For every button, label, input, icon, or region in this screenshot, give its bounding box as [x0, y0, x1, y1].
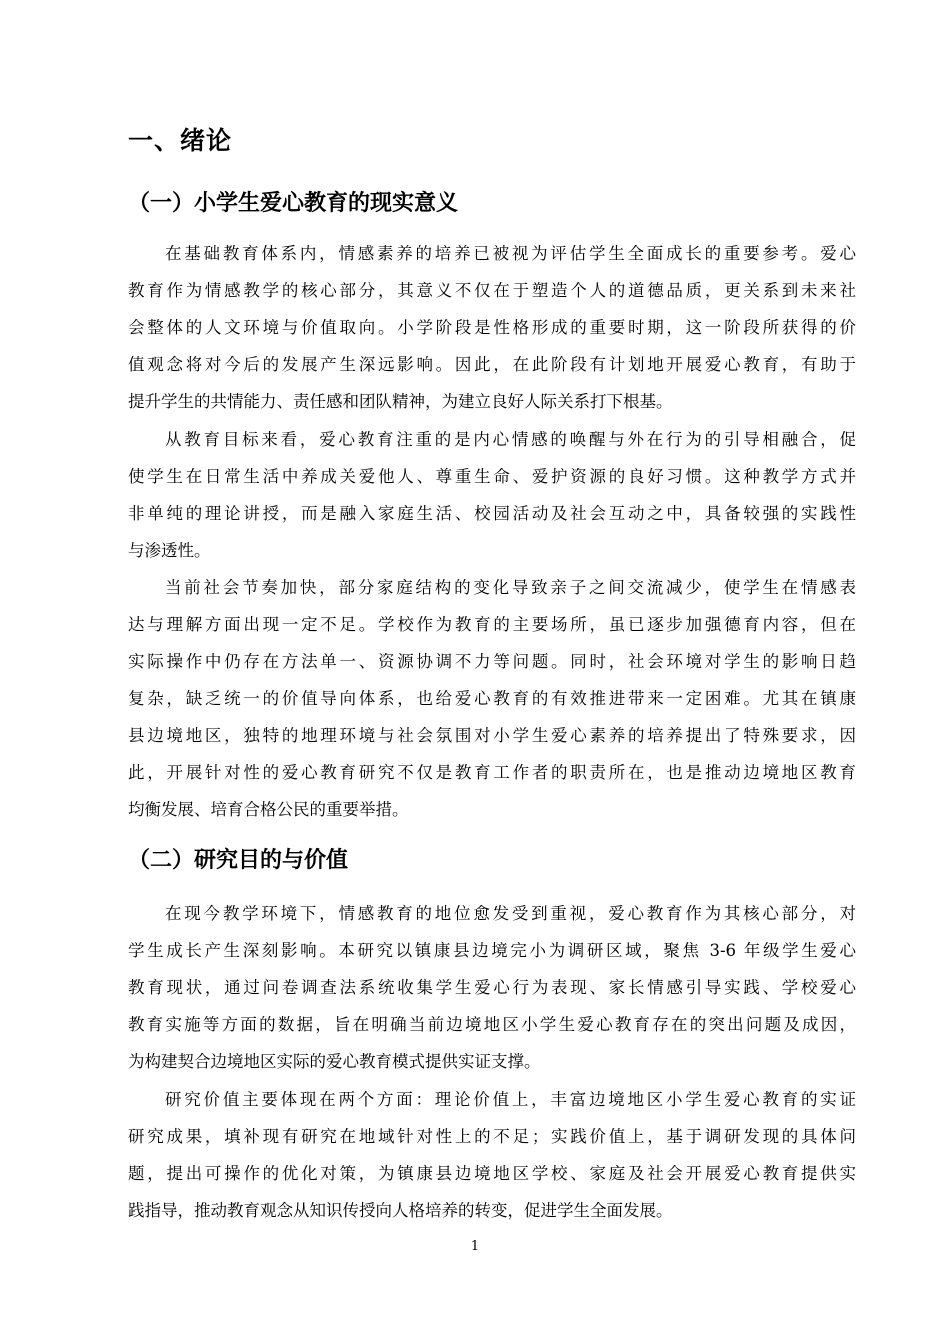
text-line: 非单纯的理论讲授，而是融入家庭生活、校园活动及社会互动之中，具备较强的实践性 — [128, 504, 856, 523]
text-line: 使学生在日常生活中养成关爱他人、尊重生命、爱护资源的良好习惯。这种教学方式并 — [128, 467, 856, 486]
text-line: 教育现状，通过问卷调查法系统收集学生爱心行为表现、家长情感引导实践、学校爱心 — [128, 978, 856, 997]
text-line: 值观念将对今后的发展产生深远影响。因此，在此阶段有计划地开展爱心教育，有助于 — [128, 355, 856, 374]
text-line: 当前社会节奏加快，部分家庭结构的变化导致亲子之间交流减少，使学生在情感表 — [165, 578, 856, 597]
text-line: 与渗透性。 — [128, 541, 211, 560]
text-line: 题，提出可操作的优化对策，为镇康县边境地区学校、家庭及社会开展爱心教育提供实 — [128, 1164, 856, 1183]
text-line: 提升学生的共情能力、责任感和团队精神，为建立良好人际关系打下根基。 — [128, 392, 673, 411]
paragraph — [128, 569, 856, 828]
text-line: 教育实施等方面的数据，旨在明确当前边境地区小学生爱心教育存在的突出问题及成因， — [128, 1015, 856, 1034]
section-title-2: （二）研究目的与价值 — [128, 848, 349, 873]
text-line: 在基础教育体系内，情感素养的培养已被视为评估学生全面成长的重要参考。爱心 — [165, 244, 856, 263]
text-line: 此，开展针对性的爱心教育研究不仅是教育工作者的职责所在，也是推动边境地区教育 — [128, 763, 856, 782]
paragraph — [128, 235, 856, 420]
text-line: 学生成长产生深刻影响。本研究以镇康县边境完小为调研区域，聚焦 3-6 年级学生爱心 — [128, 941, 856, 960]
text-line: 实际操作中仍存在方法单一、资源协调不力等问题。同时，社会环境对学生的影响日趋 — [128, 652, 856, 671]
text-line: 为构建契合边境地区实际的爱心教育模式提供实证支撑。 — [128, 1052, 541, 1071]
text-line: 在现今教学环境下，情感教育的地位愈发受到重视，爱心教育作为其核心部分，对 — [165, 904, 856, 923]
paragraph — [128, 421, 856, 569]
page-number: 1 — [470, 1239, 480, 1254]
text-line: 达与理解方面出现一定不足。学校作为教育的主要场所，虽已逐步加强德育内容，但在 — [128, 615, 856, 634]
text-line: 复杂，缺乏统一的价值导向体系，也给爱心教育的有效推进带来一定困难。尤其在镇康 — [128, 689, 856, 708]
text-line: 研究成果，填补现有研究在地域针对性上的不足；实践价值上，基于调研发现的具体问 — [128, 1127, 856, 1146]
chapter-heading: 一、绪论 — [128, 126, 233, 155]
text-line: 从教育目标来看，爱心教育注重的是内心情感的唤醒与外在行为的引导相融合，促 — [165, 430, 856, 449]
text-line: 教育作为情感教学的核心部分，其意义不仅在于塑造个人的道德品质，更关系到未来社 — [128, 281, 856, 300]
paragraph — [128, 1081, 856, 1229]
text-line: 县边境地区，独特的地理环境与社会氛围对小学生爱心素养的培养提出了特殊要求，因 — [128, 726, 856, 745]
paragraph — [128, 895, 856, 1080]
text-line: 研究价值主要体现在两个方面：理论价值上，丰富边境地区小学生爱心教育的实证 — [165, 1090, 856, 1109]
text-line: 会整体的人文环境与价值取向。小学阶段是性格形成的重要时期，这一阶段所获得的价 — [128, 318, 856, 337]
section-title-1: （一）小学生爱心教育的现实意义 — [128, 191, 459, 216]
text-line: 践指导，推动教育观念从知识传授向人格培养的转变，促进学生全面发展。 — [128, 1201, 673, 1220]
text-line: 均衡发展、培育合格公民的重要举措。 — [128, 800, 409, 819]
